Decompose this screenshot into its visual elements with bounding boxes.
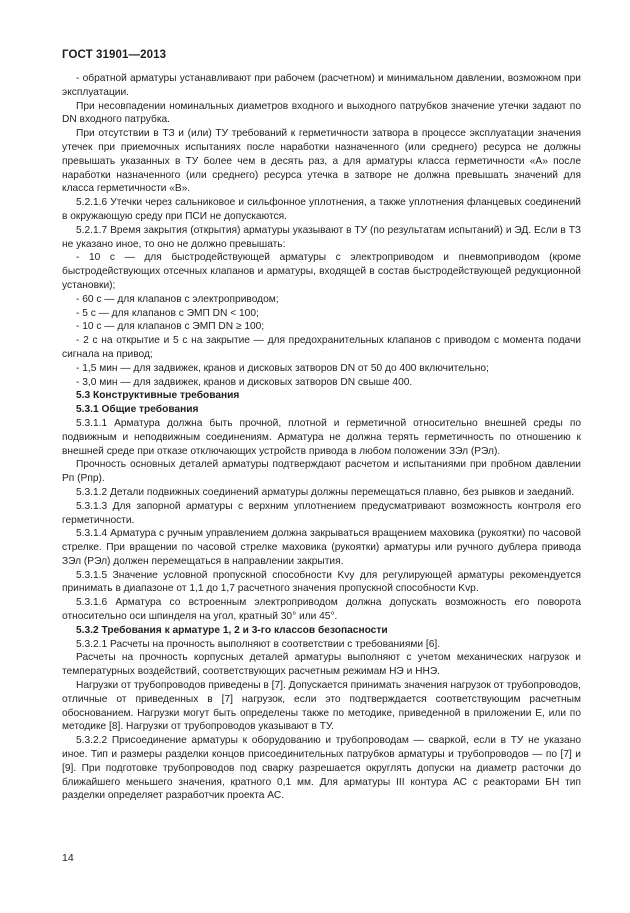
- list-item: - 1,5 мин — для задвижек, кранов и дисковых затворов DN от 50 до 400 включительно;: [76, 362, 489, 374]
- list-item: - 60 с — для клапанов с электроприводом;: [76, 293, 279, 305]
- subsection-heading: 5.3.1 Общие требования: [76, 404, 199, 416]
- paragraph: 5.3.2.2 Присоединение арматуры к оборудованию и трубопроводам — сваркой, если в ТУ не указано иное. Тип и размеры разделки концов присоединительных патрубков арматуры и трубопроводов — по [7] и [9]. При подготовке трубопроводов под сварку разрешается округлять допуски на диаметр расточки до ближайшего меньшего значения, кратного 0,1 мм. Для арматуры III контура АС с реакторами БН тип разделки определяет разработчик проекта АС.: [62, 735, 581, 802]
- paragraph: При отсутствии в ТЗ и (или) ТУ требований к герметичности затвора в процессе эксплуатации значения утечек при приемочных испытаниях после наработки назначенного (или среднего) ресурса не должны превышать указанных в ТУ более чем в десять раз, а для арматуры класса герметичности «А» после наработки назначенного (или среднего) ресурса утечка в затворе не должна превышать значений для класса герметичности «В».: [62, 128, 581, 195]
- paragraph: 5.3.1.4 Арматура с ручным управлением должна закрываться вращением маховика (рукоятки) по часовой стрелке. При вращении по часовой стрелке маховика (рукоятки) арматуры или ручного дублера привода ЗЭл (РЭл) должен перемещаться в направлении закрытия.: [62, 528, 581, 567]
- document-body: [62, 72, 581, 803]
- paragraph: 5.3.1.2 Детали подвижных соединений арматуры должны перемещаться плавно, без рывков и заеданий.: [76, 486, 575, 498]
- paragraph: Нагрузки от трубопроводов приведены в [7]. Допускается принимать значения нагрузок от трубопроводов, отличные от приведенных в [7] нагрузок, если это подтверждается соответствующим расчетным обоснованием. Нагрузки могут быть определены также по методике, приведенной в приложении Е, или по методике [8]. Нагрузки от трубопроводов указывают в ТУ.: [62, 680, 581, 733]
- paragraph: 5.3.1.1 Арматура должна быть прочной, плотной и герметичной относительно внешней среды по подвижным и неподвижным соединениям. Арматура не должна терять герметичность по отношению к внешней среде при отказе отключающих устройств привода в любом положении ЗЭл (РЭл).: [62, 417, 581, 457]
- list-item: - 10 с — для клапанов с ЭМП DN ≥ 100;: [76, 321, 265, 333]
- paragraph: 5.2.1.7 Время закрытия (открытия) арматуры указывают в ТУ (по результатам испытаний) и ЭД. Если в ТЗ не указано иное, то оно не должно превышать:: [62, 224, 581, 250]
- paragraph: 5.3.2.1 Расчеты на прочность выполняют в соответствии с требованиями [6].: [76, 638, 441, 650]
- list-item: - 10 с — для быстродействующей арматуры с электроприводом и пневмоприводом (кроме быстродействующих отсечных клапанов и арматуры, входящей в состав быстродействующей редукционной установки);: [62, 252, 581, 291]
- list-item: - 5 с — для клапанов с ЭМП DN < 100;: [76, 307, 259, 319]
- paragraph: 5.3.1.6 Арматура со встроенным электроприводом должна допускать возможность его поворота относительно оси шпинделя на угол, кратный 30° или 45°.: [62, 597, 581, 623]
- list-item: - 3,0 мин — для задвижек, кранов и дисковых затворов DN свыше 400.: [76, 376, 413, 388]
- document-header: ГОСТ 31901—2013: [62, 49, 167, 61]
- list-item: - 2 с на открытие и 5 с на закрытие — для предохранительных клапанов с приводом с момента подачи сигнала на привод;: [62, 335, 581, 360]
- paragraph: 5.3.1.5 Значение условной пропускной способности Kvу для регулирующей арматуры рекомендуется принимать в диапазоне от 1,1 до 1,7 расчетного значения пропускной способности Kvр.: [62, 569, 581, 595]
- paragraph: При несовпадении номинальных диаметров входного и выходного патрубков значение утечки задают по DN входного патрубка.: [62, 100, 581, 126]
- page-number: 14: [62, 852, 74, 864]
- paragraph: - обратной арматуры устанавливают при рабочем (расчетном) и минимальном давлении, возможном при эксплуатации.: [62, 73, 581, 98]
- paragraph: 5.2.1.6 Утечки через сальниковое и сильфонное уплотнения, а также уплотнения фланцевых соединений в окружающую среду при ПСИ не допускаются.: [62, 197, 581, 222]
- paragraph: 5.3.1.3 Для запорной арматуры с верхним уплотнением предусматривают возможность контроля его герметичности.: [62, 500, 581, 526]
- paragraph: Прочность основных деталей арматуры подтверждают расчетом и испытаниями при пробном давлении Pп (Pпр).: [62, 459, 581, 485]
- section-heading: 5.3 Конструктивные требования: [76, 390, 240, 402]
- subsection-heading: 5.3.2 Требования к арматуре 1, 2 и 3-го классов безопасности: [76, 624, 388, 636]
- paragraph: Расчеты на прочность корпусных деталей арматуры выполняют с учетом механических нагрузок и температурных воздействий, соответствующих расчетным режимам НЭ и ННЭ.: [62, 652, 581, 678]
